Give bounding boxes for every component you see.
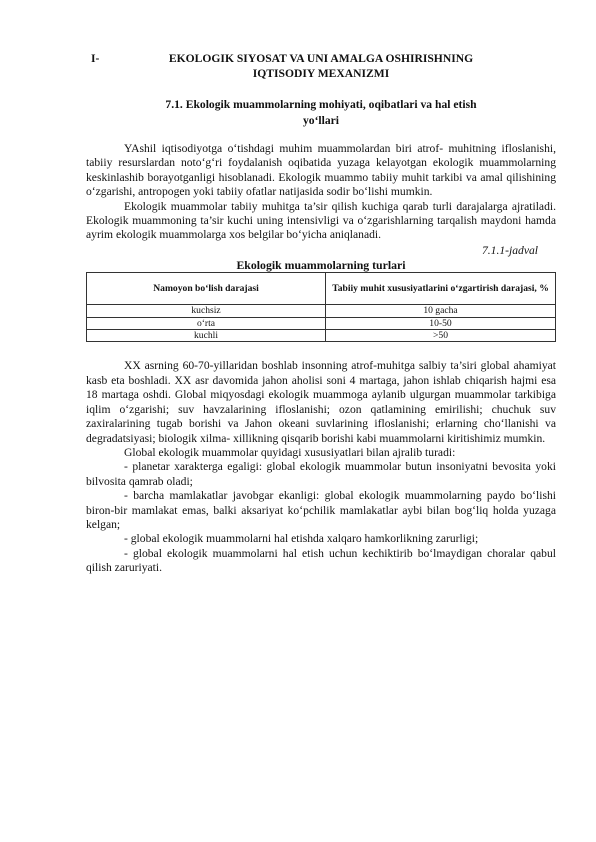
table-cell: 10 gacha	[326, 305, 556, 317]
table-cell: 10-50	[326, 317, 556, 329]
table-cell: >50	[326, 330, 556, 342]
table-row	[87, 330, 556, 342]
table-cell: o‘rta	[87, 317, 326, 329]
bullet-item: - planetar xarakterga egaligi: global ekologik muammolar butun insoniyatni bevosita yoki bilvosita qamrab oladi;	[86, 460, 556, 488]
ecological-problems-table	[86, 272, 556, 342]
paragraph-1: YAshil iqtisodiyotga o‘tishdagi muhim muammolardan biri atrof- muhitning ifloslanishi, tabiiy resurslardan noto‘g‘ri foydalanish oqibatida yuzaga kelayotgan ekologik muammolarning keskinlashib borayotganligi hisoblanadi. Ekologik muammo tabiiy muhit tarkibi va amal qilishining o‘zgarishi, antropogen yoki tabiiy ofatlar natijasida sodir bo‘lishi mumkin.	[86, 142, 556, 199]
section-heading	[86, 97, 556, 128]
paragraph-3: XX asrning 60-70-yillaridan boshlab insonning atrof-muhitga salbiy ta’siri global ahamiyat kasb eta boshladi. XX asr davomida jahon aholisi soni 4 martaga, jahon ishlab chiqarish hajmi esa 18 martaga oshdi. Global miqyosdagi ekologik muammoga aylanib ulgurgan muammolar tarkibiga iqlim o‘zgarishi; suv havzalarining ifloslanishi; ozon qatlamining emirilishi; chuchuk suv zaxiralarining tugab borishi va Jahon okeani suvlarining ifloslanishi; erlarning cho‘llanishi va degradatsiyasi; biologik xilma- xillikning qisqarib borishi kabi muammolarni kiritishimiz mumkin.	[86, 359, 556, 445]
table-header-cell: Tabiiy muhit xususiyatlarini o‘zgartirish darajasi, %	[326, 273, 556, 305]
bullet-item: - barcha mamlakatlar javobgar ekanligi: global ekologik muammolarning paydo bo‘lishi biron-bir mamlakat emas, balki aksariyat ko‘pchilik mamlakatlar aybi bilan bog‘liq holda yuzaga kelgan;	[86, 489, 556, 531]
bullet-item: - global ekologik muammolarni hal etishda xalqaro hamkorlikning zarurligi;	[124, 532, 479, 546]
paragraph-2: Ekologik muammolar tabiiy muhitga ta’sir qilish kuchiga qarab turli darajalarga ajratiladi. Ekologik muammoning ta’sir kuchi uning intensivligi va o‘zgarishlarning tarqalish maydoni hamda ayrim ekologik muammolarga xos belgilar bo‘yicha aniqlanadi.	[86, 199, 556, 242]
table-cell: kuchsiz	[87, 305, 326, 317]
section-title-line2: yo‘llari	[302, 113, 340, 127]
table-row	[87, 317, 556, 329]
document-page	[86, 52, 556, 576]
table-header-row	[87, 273, 556, 305]
table-tag: 7.1.1-jadval	[481, 243, 538, 257]
paragraph-4: Global ekologik muammolar quyidagi xususiyatlari bilan ajralib turadi:	[124, 445, 456, 459]
chapter-number: I-	[91, 52, 100, 65]
chapter-title-line2: IQTISODIY MEXANIZMI	[252, 66, 390, 80]
section-title-line1: 7.1. Ekologik muammolarning mohiyati, oqibatlari va hal etish	[165, 98, 477, 111]
table-header-cell: Namoyon bo‘lish darajasi	[87, 273, 326, 305]
table-cell: kuchli	[87, 330, 326, 342]
bullet-item: - global ekologik muammolarni hal etish uchun kechiktirib bo‘lmaydigan choralar qabul qilish zaruriyati.	[86, 546, 556, 575]
table-row	[87, 305, 556, 317]
chapter-title-line1: EKOLOGIK SIYOSAT VA UNI AMALGA OSHIRISHNING	[168, 52, 474, 65]
table-caption: Ekologik muammolarning turlari	[236, 258, 406, 273]
chapter-heading	[86, 52, 556, 81]
